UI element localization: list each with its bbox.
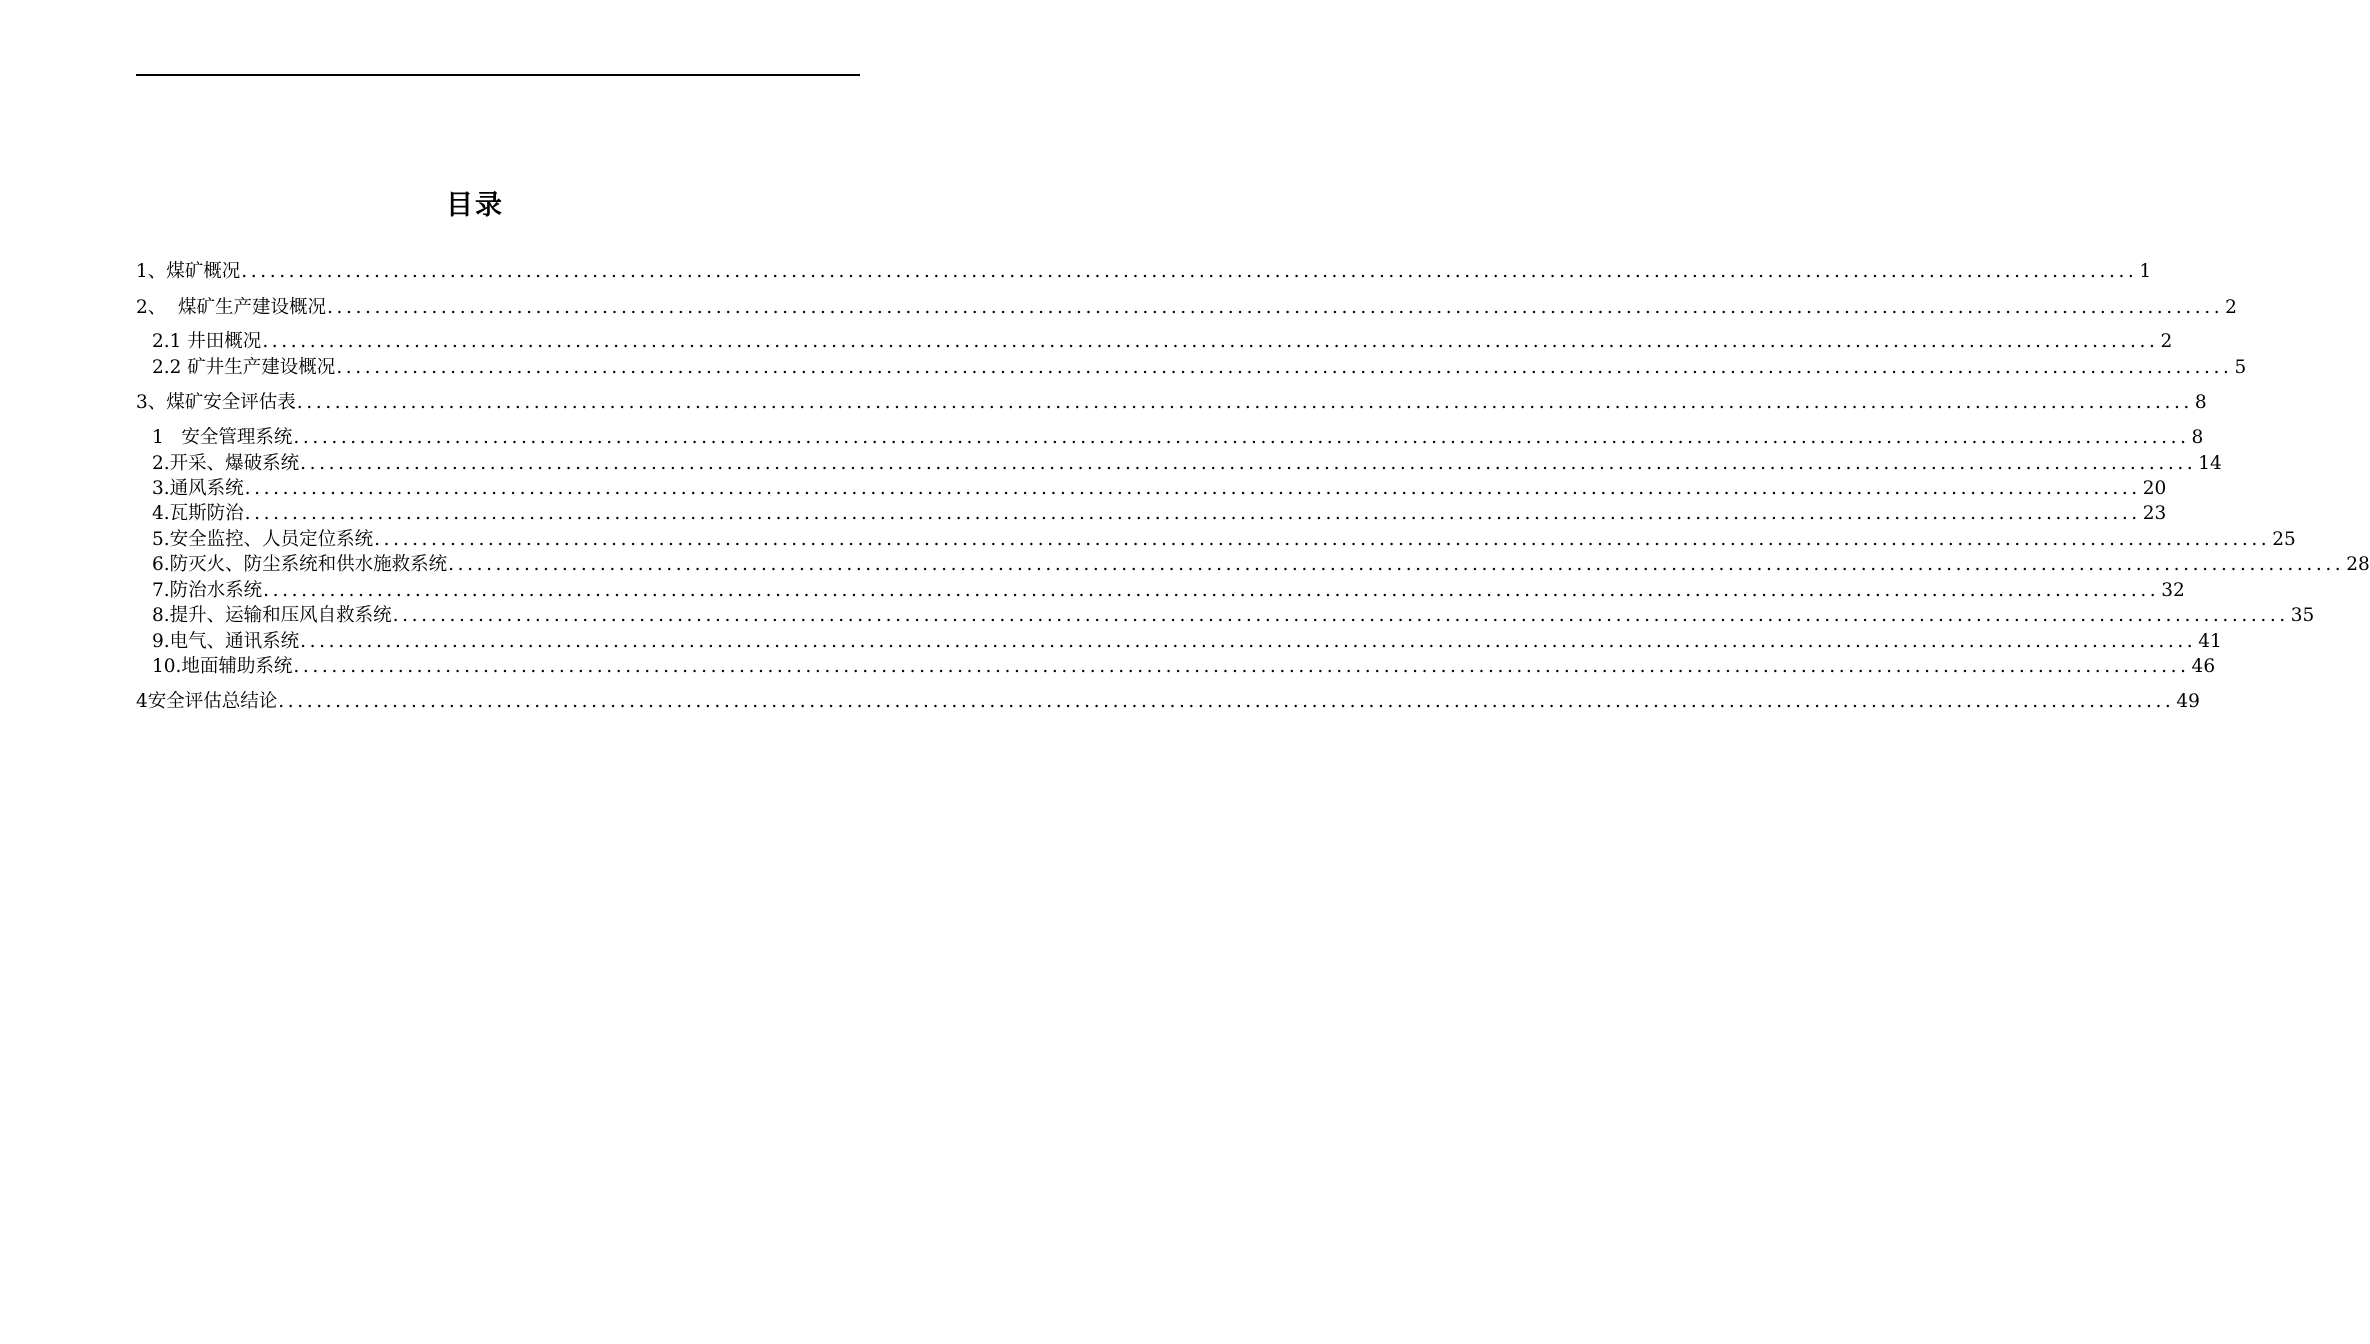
- toc-entry[interactable]: [152, 528, 2296, 552]
- toc-entry[interactable]: [152, 655, 2216, 679]
- toc-entry-page: 5: [2234, 357, 2247, 378]
- toc-entry-label: 9.电气、通讯系统: [152, 631, 300, 652]
- toc-entry[interactable]: [152, 630, 2222, 654]
- toc-entry-label: 2.2 矿井生产建设概况: [152, 357, 336, 378]
- toc-entry-label: 3、煤矿安全评估表: [136, 392, 296, 413]
- toc-entry-page: 41: [2198, 631, 2222, 652]
- toc-entry-page: 28: [2346, 554, 2370, 575]
- toc-entry-page: 46: [2191, 656, 2216, 677]
- toc-leader-dots: ........................................................................................................................................................................................................: [336, 357, 2233, 378]
- toc-title: 目录: [446, 190, 504, 221]
- toc-leader-dots: ........................................................................................................................................................................................................: [296, 392, 2193, 413]
- toc-leader-dots: ........................................................................................................................................................................................................: [300, 453, 2197, 474]
- toc-entry-label: 1、煤矿概况: [136, 261, 241, 282]
- header-rule: [136, 74, 860, 76]
- toc-entry-label: 7.防治水系统: [152, 580, 263, 601]
- toc-entry-page: 23: [2142, 503, 2167, 524]
- toc-leader-dots: ........................................................................................................................................................................................................: [300, 631, 2197, 652]
- toc-entry-page: 20: [2142, 478, 2167, 499]
- toc-entry[interactable]: [152, 477, 2167, 501]
- toc-leader-dots: ........................................................................................................................................................................................................: [263, 580, 2160, 601]
- toc-entry[interactable]: [136, 690, 2200, 714]
- toc-entry[interactable]: [152, 356, 2247, 380]
- toc-leader-dots: ........................................................................................................................................................................................................: [448, 554, 2345, 575]
- toc-leader-dots: ........................................................................................................................................................................................................: [327, 297, 2224, 318]
- toc-entry-label: 8.提升、运输和压风自救系统: [152, 605, 392, 626]
- toc-entry-label: 3.通风系统: [152, 478, 244, 499]
- toc-leader-dots: ........................................................................................................................................................................................................: [293, 427, 2190, 448]
- toc-entry-label: 2.1 井田概况: [152, 331, 262, 352]
- toc-entry-page: 25: [2272, 529, 2296, 550]
- toc-entry[interactable]: [152, 502, 2167, 526]
- toc-leader-dots: ........................................................................................................................................................................................................: [244, 478, 2141, 499]
- toc-leader-dots: ........................................................................................................................................................................................................: [241, 261, 2138, 282]
- toc-entry-page: 35: [2290, 605, 2315, 626]
- toc-entry[interactable]: [136, 296, 2237, 320]
- toc-leader-dots: ........................................................................................................................................................................................................: [278, 691, 2175, 712]
- toc-entry[interactable]: [152, 330, 2173, 354]
- toc-entry[interactable]: [136, 260, 2152, 284]
- toc-entry-label: 6.防灭火、防尘系统和供水施救系统: [152, 554, 448, 575]
- toc-entry-page: 32: [2161, 580, 2185, 601]
- toc-entry-page: 1: [2139, 261, 2152, 282]
- toc-entry-label: 10.地面辅助系统: [152, 656, 293, 677]
- toc-entry[interactable]: [152, 426, 2204, 450]
- toc-entry-label: 2.开采、爆破系统: [152, 453, 300, 474]
- toc-leader-dots: ........................................................................................................................................................................................................: [374, 529, 2271, 550]
- toc-entry-page: 14: [2198, 453, 2222, 474]
- toc-leader-dots: ........................................................................................................................................................................................................: [244, 503, 2141, 524]
- toc-entry-label: 1 安全管理系统: [152, 427, 293, 448]
- toc-entry-page: 2: [2225, 297, 2237, 318]
- toc-entry-label: 2、 煤矿生产建设概况: [136, 297, 327, 318]
- toc-leader-dots: ........................................................................................................................................................................................................: [262, 331, 2159, 352]
- toc-entry-page: 8: [2191, 427, 2204, 448]
- toc-entry[interactable]: [152, 553, 2370, 577]
- toc-entry[interactable]: [152, 604, 2315, 628]
- toc-entry-page: 8: [2194, 392, 2207, 413]
- toc-entry-label: 5.安全监控、人员定位系统: [152, 529, 374, 550]
- toc-entry-page: 49: [2176, 691, 2200, 712]
- toc-leader-dots: ........................................................................................................................................................................................................: [392, 605, 2289, 626]
- toc-entry[interactable]: [136, 391, 2207, 415]
- toc-entry-label: 4.瓦斯防治: [152, 503, 244, 524]
- toc-entry[interactable]: [152, 579, 2185, 603]
- toc-entry-page: 2: [2160, 331, 2173, 352]
- toc-entry-label: 4安全评估总结论: [136, 691, 278, 712]
- toc-entry[interactable]: [152, 452, 2222, 476]
- toc-leader-dots: ........................................................................................................................................................................................................: [293, 656, 2190, 677]
